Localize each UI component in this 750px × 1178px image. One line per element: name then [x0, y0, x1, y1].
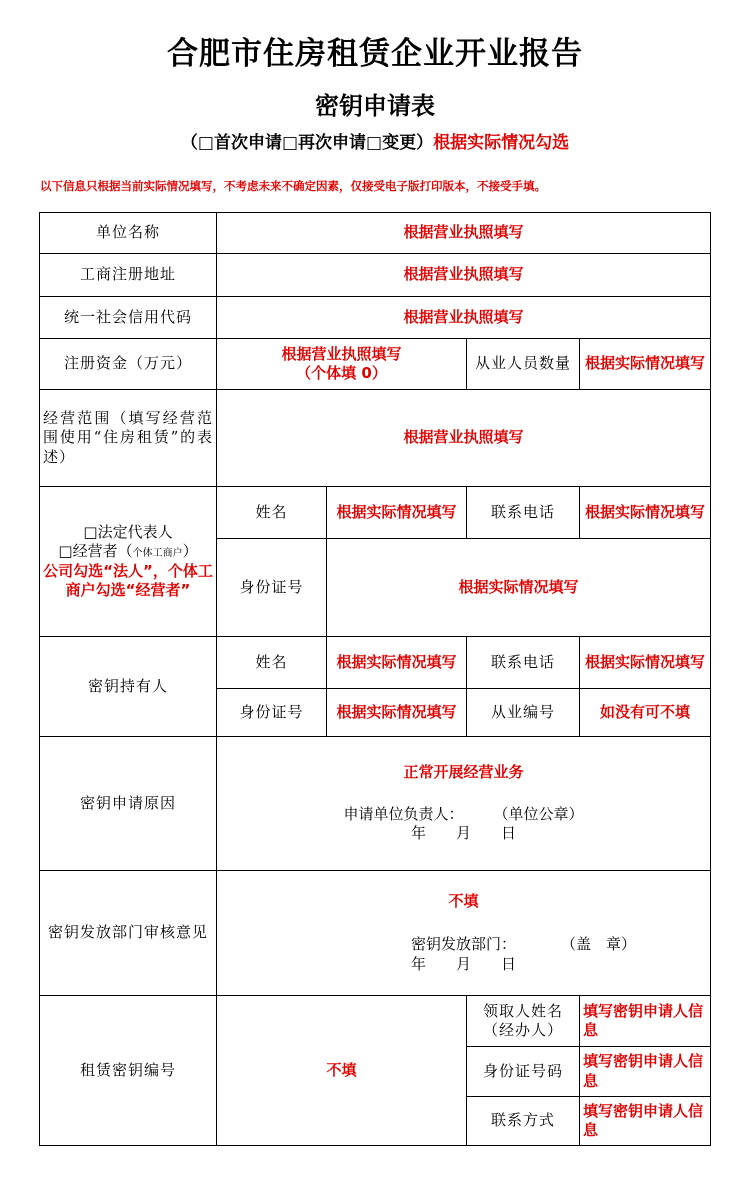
legal-rep-phone-value: 根据实际情况填写: [580, 487, 711, 539]
company-name-label: 单位名称: [40, 213, 217, 254]
company-address-label: 工商注册地址: [40, 254, 217, 297]
key-holder-employee-no-value: 如没有可不填: [580, 689, 711, 737]
legal-rep-phone-label: 联系电话: [467, 487, 580, 539]
key-number-value: 不填: [217, 996, 467, 1146]
credit-code-label: 统一社会信用代码: [40, 297, 217, 339]
key-holder-employee-no-label: 从业编号: [467, 689, 580, 737]
staff-count-value: 根据实际情况填写: [580, 339, 711, 390]
legal-rep-name-value: 根据实际情况填写: [327, 487, 467, 539]
application-type-options: （□首次申请□再次申请□变更）: [180, 133, 434, 153]
capital-value: [217, 339, 467, 390]
receiver-id-label: 身份证号码: [467, 1047, 580, 1097]
receiver-id-value: 填写密钥申请人信息: [580, 1047, 711, 1097]
applicant-signature-line: 申请单位负责人： （单位公章）: [343, 804, 584, 823]
operator-option: □经营者（: [58, 542, 133, 560]
row-company-name: [40, 213, 711, 254]
document-title: 合肥市住房租赁企业开业报告: [167, 36, 583, 72]
business-scope-value: 根据营业执照填写: [217, 390, 711, 487]
credit-code-value: 根据营业执照填写: [217, 297, 711, 339]
row-legal-rep-contact: [40, 487, 711, 539]
review-opinion-value: 不填: [448, 891, 479, 910]
receiver-name-label: 领取人姓名（经办人）: [467, 996, 580, 1047]
key-holder-phone-label: 联系电话: [467, 637, 580, 689]
row-receiver: [40, 996, 711, 1047]
business-scope-label: 经营范围（填写经营范围使用“住房租赁”的表述）: [40, 390, 217, 487]
key-holder-name-label: 姓名: [217, 637, 327, 689]
application-reason-cell: [217, 737, 711, 871]
document-subtitle: 密钥申请表: [315, 91, 435, 120]
legal-rep-option: □法定代表人: [83, 522, 173, 541]
issuing-dept-signature-line: 密钥发放部门： （盖 章）: [411, 935, 637, 954]
row-business-scope: [40, 390, 711, 487]
legal-rep-type-cell: [40, 487, 217, 637]
capital-value-line1: 根据营业执照填写: [281, 344, 402, 363]
fill-notice: 以下信息只根据当前实际情况填写，不考虑未来不确定因素，仅接受电子版打印版本，不接受手填。: [40, 179, 546, 193]
row-company-address: [40, 254, 711, 297]
receiver-name-value: 填写密钥申请人信息: [580, 996, 711, 1047]
company-address-value: 根据营业执照填写: [217, 254, 711, 297]
company-name-value: 根据营业执照填写: [217, 213, 711, 254]
receiver-contact-label: 联系方式: [467, 1097, 580, 1146]
key-holder-id-value: 根据实际情况填写: [327, 689, 467, 737]
key-holder-label: 密钥持有人: [40, 637, 217, 737]
application-form-table: [39, 212, 711, 1146]
legal-rep-name-label: 姓名: [217, 487, 327, 539]
application-date-line: 年 月 日: [411, 824, 517, 843]
row-credit-code: [40, 297, 711, 339]
review-opinion-label: 密钥发放部门审核意见: [40, 871, 217, 996]
application-reason-label: 密钥申请原因: [40, 737, 217, 871]
key-holder-phone-value: 根据实际情况填写: [580, 637, 711, 689]
operator-option-note: 个体工商户: [132, 548, 183, 559]
row-key-holder-contact: [40, 637, 711, 689]
legal-rep-id-value: 根据实际情况填写: [327, 539, 711, 637]
review-date-line: 年 月 日: [411, 954, 517, 973]
key-holder-name-value: 根据实际情况填写: [327, 637, 467, 689]
key-number-label: 租赁密钥编号: [40, 996, 217, 1146]
legal-rep-hint: 公司勾选“法人”，个体工商户勾选“经营者”: [43, 561, 213, 599]
review-opinion-cell: [217, 871, 711, 996]
application-type-line: [0, 128, 750, 153]
row-application-reason: [40, 737, 711, 871]
capital-value-line2: （个体填 0）: [296, 364, 387, 382]
legal-rep-id-label: 身份证号: [217, 539, 327, 637]
key-holder-id-label: 身份证号: [217, 689, 327, 737]
capital-label: 注册资金（万元）: [40, 339, 217, 390]
staff-count-label: 从业人员数量: [467, 339, 580, 390]
row-review-opinion: [40, 871, 711, 996]
row-capital: [40, 339, 711, 390]
application-type-hint: 根据实际情况勾选: [433, 133, 570, 153]
application-reason-value: 正常开展经营业务: [403, 763, 524, 782]
receiver-contact-value: 填写密钥申请人信息: [580, 1097, 711, 1146]
operator-option-end: ）: [182, 542, 198, 560]
